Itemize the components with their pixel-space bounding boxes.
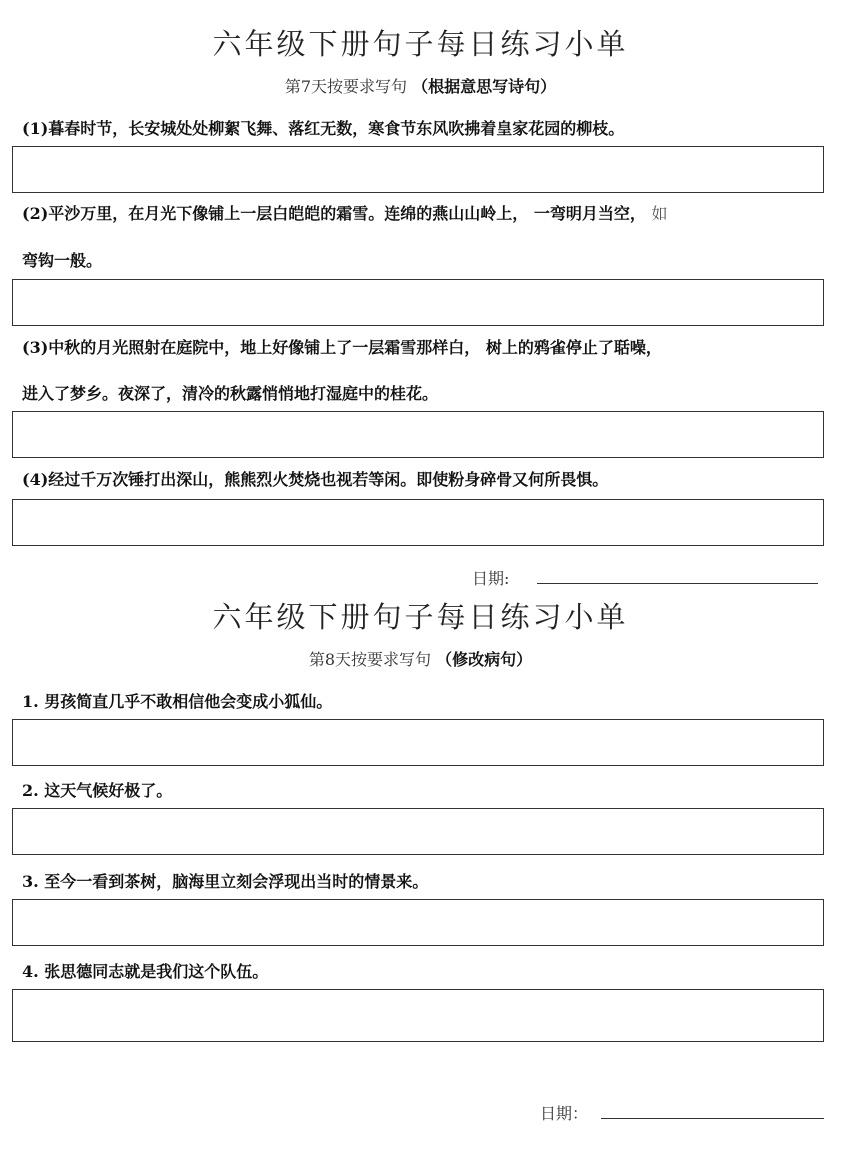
question-2-line1: (2)平沙万里，在月光下像铺上一层白皑皑的霜雪。连绵的燕山山岭上， 一弯明月当空， <box>22 204 646 223</box>
question-3-line1: (3)中秋的月光照射在庭院中，地上好像铺上了一层霜雪那样白， 树上的鸦雀停止了聒噪， <box>22 338 662 357</box>
question-2-line1-tail: 如 <box>651 204 668 223</box>
day-subtitle <box>0 647 841 670</box>
date-label: 日期： <box>540 1104 589 1123</box>
question-2-line2: 弯钩一般。 <box>22 251 103 270</box>
subtitle-day-label: 第7天按要求写句 <box>284 77 408 96</box>
question-1: (1)暮春时节，长安城处处柳絮飞舞、落红无数，寒食节东风吹拂着皇家花园的柳枝。 <box>22 119 625 138</box>
day-subtitle <box>0 74 841 97</box>
date-label: 日期: <box>472 569 510 588</box>
page-title: 六年级下册句子每日练习小单 <box>212 600 629 634</box>
question-2: 2. 这天气候好极了。 <box>22 781 173 800</box>
answer-box-2[interactable] <box>12 279 824 326</box>
question-1: 1. 男孩简直几乎不敢相信他会变成小狐仙。 <box>22 692 333 711</box>
question-3-line2: 进入了梦乡。夜深了，清冷的秋露悄悄地打湿庭中的桂花。 <box>22 384 439 403</box>
date-input-line[interactable] <box>601 1118 824 1119</box>
question-4: 4. 张思德同志就是我们这个队伍。 <box>22 962 269 981</box>
answer-box-1[interactable] <box>12 146 824 193</box>
date-input-line[interactable] <box>537 583 818 584</box>
answer-box-1[interactable] <box>12 719 824 766</box>
question-2 <box>22 203 667 225</box>
answer-box-4[interactable] <box>12 989 824 1042</box>
subtitle-day-label: 第8天按要求写句 <box>308 650 432 669</box>
subtitle-task-label: （根据意思写诗句） <box>412 77 557 96</box>
answer-box-4[interactable] <box>12 499 824 546</box>
subtitle-task-label: （修改病句） <box>436 650 533 669</box>
answer-box-2[interactable] <box>12 808 824 855</box>
page-title: 六年级下册句子每日练习小单 <box>212 27 629 61</box>
question-4: (4)经过千万次锤打出深山，熊熊烈火焚烧也视若等闲。即使粉身碎骨又何所畏惧。 <box>22 470 609 489</box>
question-3: 3. 至今一看到茶树，脑海里立刻会浮现出当时的情景来。 <box>22 872 429 891</box>
answer-box-3[interactable] <box>12 411 824 458</box>
answer-box-3[interactable] <box>12 899 824 946</box>
